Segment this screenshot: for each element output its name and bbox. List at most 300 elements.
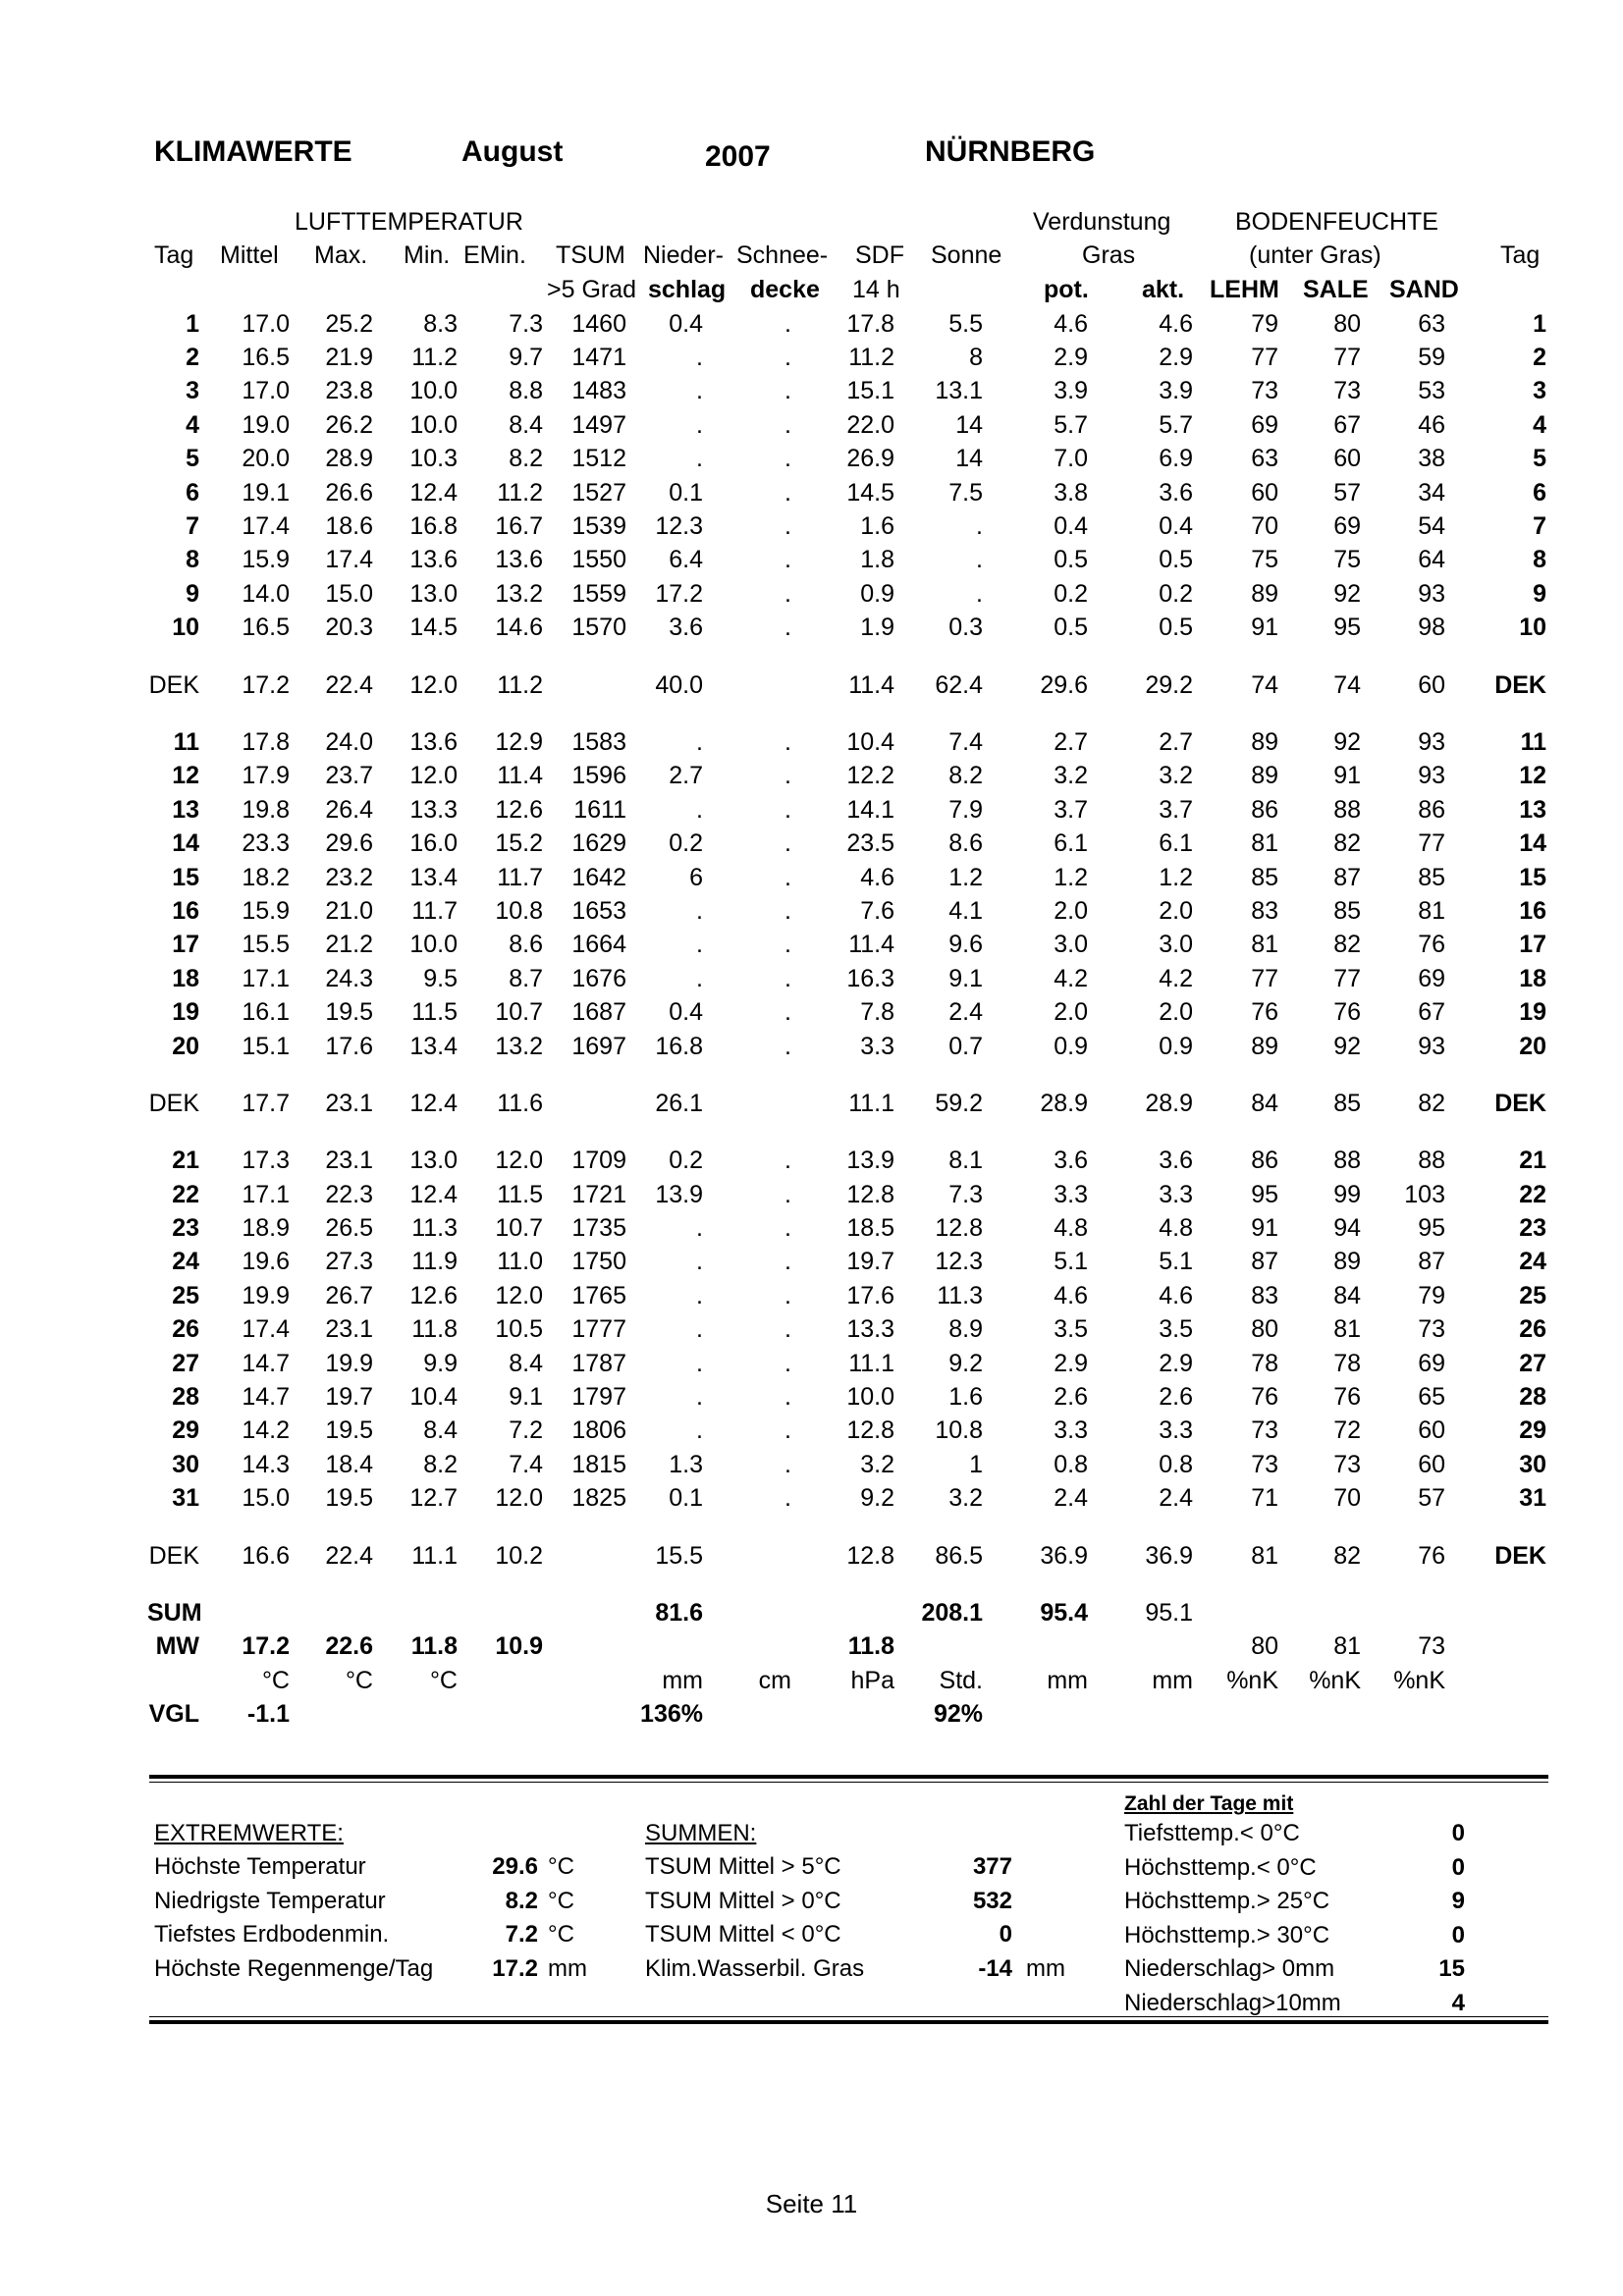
summe-label: Klim.Wasserbil. Gras xyxy=(645,1954,865,1982)
cell-tag-right: 3 xyxy=(1533,377,1546,405)
cell-sale: 75 xyxy=(1333,546,1361,574)
cell-akt: 6.9 xyxy=(1159,445,1193,473)
cell-tag: DEK xyxy=(148,670,199,699)
col-nieder-sub: schlag xyxy=(648,276,727,303)
cell-lehm: 79 xyxy=(1251,309,1278,338)
cell-tag: 6 xyxy=(186,478,199,507)
cell-pot: 3.2 xyxy=(1054,762,1088,790)
cell-pot: 3.6 xyxy=(1054,1147,1088,1175)
cell-sand: 60 xyxy=(1418,1416,1445,1445)
cell-tsum: 1777 xyxy=(571,1315,626,1344)
cell-nied: 0.1 xyxy=(669,478,703,507)
cell-sale: 76 xyxy=(1333,998,1361,1027)
cell-sonne: 8 xyxy=(969,344,983,372)
cell-tag-right: 20 xyxy=(1519,1032,1546,1060)
col-unter-gras: (unter Gras) xyxy=(1249,241,1381,269)
cell-schnee: . xyxy=(784,614,791,642)
cell-sale: 82 xyxy=(1333,829,1361,858)
cell-tag-right: 10 xyxy=(1519,614,1546,642)
cell-max: 26.6 xyxy=(325,478,373,507)
day-row xyxy=(147,1313,1546,1347)
cell-min: 10.0 xyxy=(409,410,458,439)
cell-mittel: 18.2 xyxy=(242,863,290,891)
cell-min: 8.4 xyxy=(423,1416,458,1445)
cell-emin: 7.2 xyxy=(509,1416,543,1445)
cell-min: 13.4 xyxy=(409,1032,458,1060)
cell-schnee: . xyxy=(784,863,791,891)
cell-sdf: 13.3 xyxy=(846,1315,894,1344)
cell-tag-right: 11 xyxy=(1520,727,1546,756)
col-tag: Tag xyxy=(154,241,194,269)
tage-title: Zahl der Tage mit xyxy=(1124,1792,1294,1815)
cell-tag: 27 xyxy=(172,1349,199,1377)
cell-sand: 73 xyxy=(1418,1315,1445,1344)
cell-emin: 13.2 xyxy=(495,579,543,608)
extremwert-value: 8.2 xyxy=(505,1887,538,1914)
cell-emin: 9.7 xyxy=(509,344,543,372)
cell-min: 10.4 xyxy=(409,1383,458,1412)
cell-schnee: . xyxy=(784,829,791,858)
cell-sdf: 12.8 xyxy=(846,1180,894,1208)
cell-sand: 98 xyxy=(1418,614,1445,642)
cell-lehm: 73 xyxy=(1251,1450,1278,1478)
day-row xyxy=(147,1279,1546,1312)
cell-sand: 65 xyxy=(1418,1383,1445,1412)
cell-lehm: 89 xyxy=(1251,579,1278,608)
cell-min: 10.0 xyxy=(409,931,458,959)
cell-tsum: 1559 xyxy=(571,579,626,608)
cell-lehm: 76 xyxy=(1251,998,1278,1027)
cell-tag: 22 xyxy=(172,1180,199,1208)
cell-nied: 2.7 xyxy=(669,762,703,790)
cell-min: 8.2 xyxy=(423,1450,458,1478)
extremwert-unit: °C xyxy=(548,1853,574,1880)
cell-sdf: 12.2 xyxy=(846,762,894,790)
mw-min: 11.8 xyxy=(410,1632,458,1661)
cell-tag-right: 29 xyxy=(1519,1416,1546,1445)
cell-max: 22.4 xyxy=(325,1541,373,1570)
cell-sale: 82 xyxy=(1333,931,1361,959)
cell-pot: 2.9 xyxy=(1054,1349,1088,1377)
day-row xyxy=(147,1482,1546,1516)
cell-tag-right: 2 xyxy=(1533,344,1546,372)
cell-sdf: 11.1 xyxy=(848,1089,894,1117)
cell-schnee: . xyxy=(784,964,791,992)
cell-tag: 25 xyxy=(172,1281,199,1309)
cell-sale: 73 xyxy=(1333,377,1361,405)
extremwert-label: Niedrigste Temperatur xyxy=(154,1887,386,1914)
cell-max: 23.2 xyxy=(325,863,373,891)
extremwert-label: Höchste Temperatur xyxy=(154,1853,366,1880)
cell-sdf: 22.0 xyxy=(846,410,894,439)
cell-tag-right: 27 xyxy=(1519,1349,1546,1377)
cell-schnee: . xyxy=(784,1484,791,1513)
cell-akt: 2.9 xyxy=(1159,344,1193,372)
cell-min: 11.5 xyxy=(411,998,458,1027)
col-schnee: Schnee- xyxy=(736,241,829,269)
cell-pot: 4.2 xyxy=(1054,964,1088,992)
cell-sonne: 7.3 xyxy=(948,1180,983,1208)
day-row xyxy=(147,962,1546,995)
cell-max: 29.6 xyxy=(325,829,373,858)
unit-max: °C xyxy=(345,1666,373,1694)
cell-tsum: 1629 xyxy=(571,829,626,858)
cell-mittel: 14.3 xyxy=(242,1450,290,1478)
cell-tsum: 1735 xyxy=(571,1214,626,1243)
cell-tsum: 1527 xyxy=(571,478,626,507)
group-verdunstung: Verdunstung xyxy=(1033,208,1171,236)
dekade-row xyxy=(147,1087,1546,1120)
cell-lehm: 73 xyxy=(1251,1416,1278,1445)
cell-sdf: 3.2 xyxy=(860,1450,894,1478)
cell-emin: 10.8 xyxy=(495,896,543,925)
cell-emin: 12.0 xyxy=(495,1484,543,1513)
cell-emin: 13.2 xyxy=(495,1032,543,1060)
cell-emin: 10.2 xyxy=(495,1541,543,1570)
vgl-nied: 136% xyxy=(640,1700,703,1729)
cell-mittel: 19.6 xyxy=(242,1248,290,1276)
col-mittel: Mittel xyxy=(220,241,279,269)
cell-min: 10.0 xyxy=(409,377,458,405)
cell-emin: 11.6 xyxy=(497,1089,543,1117)
cell-sdf: 7.8 xyxy=(860,998,894,1027)
cell-nied: 0.1 xyxy=(669,1484,703,1513)
cell-max: 15.0 xyxy=(325,579,373,608)
cell-sand: 87 xyxy=(1418,1248,1445,1276)
cell-akt: 5.1 xyxy=(1159,1248,1193,1276)
cell-sale: 95 xyxy=(1333,614,1361,642)
cell-lehm: 81 xyxy=(1251,829,1278,858)
cell-sand: 82 xyxy=(1418,1089,1445,1117)
cell-sonne: 1.2 xyxy=(948,863,983,891)
cell-schnee: . xyxy=(784,512,791,541)
cell-min: 11.8 xyxy=(411,1315,458,1344)
cell-tag-right: DEK xyxy=(1494,1089,1546,1117)
cell-lehm: 78 xyxy=(1251,1349,1278,1377)
cell-tag-right: 6 xyxy=(1533,478,1546,507)
mw-mittel: 17.2 xyxy=(242,1632,290,1661)
cell-tag: 19 xyxy=(172,998,199,1027)
extremwert-unit: mm xyxy=(548,1954,587,1982)
cell-lehm: 91 xyxy=(1251,614,1278,642)
cell-akt: 2.6 xyxy=(1159,1383,1193,1412)
cell-tag: 29 xyxy=(172,1416,199,1445)
cell-tag: DEK xyxy=(148,1089,199,1117)
cell-sdf: 0.9 xyxy=(860,579,894,608)
col-min: Min. xyxy=(404,241,451,269)
cell-akt: 0.5 xyxy=(1159,546,1193,574)
cell-lehm: 83 xyxy=(1251,1281,1278,1309)
cell-min: 16.0 xyxy=(409,829,458,858)
cell-tag: 14 xyxy=(172,829,199,858)
unit-schnee: cm xyxy=(758,1666,791,1694)
unit-sonne: Std. xyxy=(939,1666,983,1694)
group-lufttemperatur: LUFTTEMPERATUR xyxy=(295,208,523,236)
cell-pot: 28.9 xyxy=(1040,1089,1088,1117)
cell-akt: 2.7 xyxy=(1159,727,1193,756)
cell-nied: 1.3 xyxy=(669,1450,703,1478)
cell-nied: 12.3 xyxy=(655,512,703,541)
cell-min: 12.0 xyxy=(409,670,458,699)
day-row xyxy=(147,1415,1546,1448)
day-row xyxy=(147,929,1546,962)
cell-sale: 92 xyxy=(1333,1032,1361,1060)
cell-sale: 88 xyxy=(1333,795,1361,824)
cell-sonne: 7.5 xyxy=(948,478,983,507)
cell-sale: 60 xyxy=(1333,445,1361,473)
cell-tsum: 1570 xyxy=(571,614,626,642)
cell-sdf: 18.5 xyxy=(846,1214,894,1243)
cell-nied: 0.4 xyxy=(669,998,703,1027)
cell-pot: 2.0 xyxy=(1054,896,1088,925)
extremwert-value: 17.2 xyxy=(492,1954,538,1982)
cell-schnee: . xyxy=(784,1214,791,1243)
cell-sdf: 10.0 xyxy=(846,1383,894,1412)
day-row xyxy=(147,476,1546,509)
cell-sdf: 1.9 xyxy=(860,614,894,642)
mw-label: MW xyxy=(155,1632,199,1661)
cell-pot: 0.9 xyxy=(1054,1032,1088,1060)
cell-tsum: 1797 xyxy=(571,1383,626,1412)
cell-nied: . xyxy=(696,727,703,756)
cell-schnee: . xyxy=(784,1248,791,1276)
cell-tag-right: 22 xyxy=(1519,1180,1546,1208)
cell-tag-right: 21 xyxy=(1519,1147,1546,1175)
cell-nied: 0.2 xyxy=(669,1147,703,1175)
cell-mittel: 19.8 xyxy=(242,795,290,824)
cell-tsum: 1653 xyxy=(571,896,626,925)
cell-sale: 87 xyxy=(1333,863,1361,891)
cell-tsum: 1676 xyxy=(571,964,626,992)
cell-sonne: . xyxy=(976,579,983,608)
cell-sdf: 17.8 xyxy=(846,309,894,338)
cell-tag-right: 30 xyxy=(1519,1450,1546,1478)
day-row xyxy=(147,995,1546,1029)
summe-value: -14 xyxy=(978,1954,1012,1982)
cell-tag: 4 xyxy=(186,410,199,439)
cell-tag-right: 23 xyxy=(1519,1214,1546,1243)
tage-value: 0 xyxy=(1451,1853,1465,1881)
cell-pot: 2.7 xyxy=(1054,727,1088,756)
cell-pot: 5.7 xyxy=(1054,410,1088,439)
cell-akt: 29.2 xyxy=(1145,670,1193,699)
cell-tsum: 1460 xyxy=(571,309,626,338)
cell-lehm: 69 xyxy=(1251,410,1278,439)
cell-akt: 3.6 xyxy=(1159,1147,1193,1175)
cell-sonne: 9.6 xyxy=(948,931,983,959)
cell-tsum: 1512 xyxy=(571,445,626,473)
cell-sonne: 86.5 xyxy=(935,1541,983,1570)
cell-tag: 12 xyxy=(172,762,199,790)
cell-akt: 3.2 xyxy=(1159,762,1193,790)
cell-max: 19.9 xyxy=(325,1349,373,1377)
cell-schnee: . xyxy=(784,1281,791,1309)
cell-emin: 11.5 xyxy=(497,1180,543,1208)
cell-sonne: 7.9 xyxy=(948,795,983,824)
cell-mittel: 15.0 xyxy=(242,1484,290,1513)
cell-mittel: 17.4 xyxy=(242,512,290,541)
cell-max: 23.7 xyxy=(325,762,373,790)
cell-tag-right: 13 xyxy=(1519,795,1546,824)
cell-min: 13.3 xyxy=(409,795,458,824)
cell-nied: 15.5 xyxy=(655,1541,703,1570)
cell-sale: 92 xyxy=(1333,727,1361,756)
tage-label: Höchsttemp.> 25°C xyxy=(1124,1888,1330,1914)
cell-sale: 89 xyxy=(1333,1248,1361,1276)
divider-bottom-thin xyxy=(149,2016,1548,2017)
cell-mittel: 14.2 xyxy=(242,1416,290,1445)
cell-sand: 93 xyxy=(1418,1032,1445,1060)
cell-tag-right: 4 xyxy=(1533,410,1546,439)
cell-schnee xyxy=(703,1539,791,1573)
mw-emin: 10.9 xyxy=(495,1632,543,1661)
cell-sonne: 12.8 xyxy=(935,1214,983,1243)
extremwert-value: 7.2 xyxy=(505,1921,538,1948)
summe-value: 377 xyxy=(972,1853,1012,1880)
cell-pot: 3.0 xyxy=(1054,931,1088,959)
cell-min: 8.3 xyxy=(423,309,458,338)
cell-pot: 0.4 xyxy=(1054,512,1088,541)
cell-sonne: 13.1 xyxy=(935,377,983,405)
cell-min: 13.0 xyxy=(409,1147,458,1175)
mw-row xyxy=(147,1630,1546,1664)
cell-min: 13.6 xyxy=(409,546,458,574)
cell-sale: 81 xyxy=(1333,1315,1361,1344)
cell-tsum: 1611 xyxy=(573,795,626,824)
cell-max: 26.7 xyxy=(325,1281,373,1309)
cell-lehm: 77 xyxy=(1251,964,1278,992)
cell-max: 28.9 xyxy=(325,445,373,473)
day-row xyxy=(147,1145,1546,1178)
cell-emin: 15.2 xyxy=(495,829,543,858)
page-title: KLIMAWERTE xyxy=(154,135,352,168)
cell-tsum: 1642 xyxy=(571,863,626,891)
day-row xyxy=(147,1380,1546,1414)
cell-max: 24.3 xyxy=(325,964,373,992)
cell-mittel: 17.8 xyxy=(242,727,290,756)
cell-sdf: 14.5 xyxy=(846,478,894,507)
cell-sonne: 2.4 xyxy=(948,998,983,1027)
cell-tag: 30 xyxy=(172,1450,199,1478)
unit-sale: %nK xyxy=(1309,1666,1361,1694)
cell-sand: 60 xyxy=(1418,670,1445,699)
cell-mittel: 17.1 xyxy=(242,964,290,992)
cell-tsum: 1825 xyxy=(571,1484,626,1513)
cell-min: 13.4 xyxy=(409,863,458,891)
col-sdf-sub: 14 h xyxy=(852,276,900,303)
cell-sand: 69 xyxy=(1418,964,1445,992)
cell-tag-right: 12 xyxy=(1519,762,1546,790)
cell-sale: 70 xyxy=(1333,1484,1361,1513)
cell-sale: 77 xyxy=(1333,964,1361,992)
cell-lehm: 95 xyxy=(1251,1180,1278,1208)
cell-akt: 5.7 xyxy=(1159,410,1193,439)
cell-schnee: . xyxy=(784,309,791,338)
divider-top-thin xyxy=(149,1782,1548,1783)
cell-min: 12.4 xyxy=(409,1089,458,1117)
cell-nied: . xyxy=(696,1214,703,1243)
cell-sand: 93 xyxy=(1418,579,1445,608)
cell-akt: 0.9 xyxy=(1159,1032,1193,1060)
cell-akt: 28.9 xyxy=(1145,1089,1193,1117)
cell-max: 19.5 xyxy=(325,998,373,1027)
cell-pot: 0.5 xyxy=(1054,546,1088,574)
cell-tsum: 1806 xyxy=(571,1416,626,1445)
extremwert-label: Tiefstes Erdbodenmin. xyxy=(154,1921,390,1948)
cell-max: 21.0 xyxy=(325,896,373,925)
cell-tag: 1 xyxy=(186,309,199,338)
cell-pot: 2.6 xyxy=(1054,1383,1088,1412)
cell-pot: 0.8 xyxy=(1054,1450,1088,1478)
cell-emin: 12.0 xyxy=(495,1281,543,1309)
cell-pot: 4.8 xyxy=(1054,1214,1088,1243)
cell-mittel: 16.5 xyxy=(242,344,290,372)
cell-mittel: 16.1 xyxy=(242,998,290,1027)
cell-schnee: . xyxy=(784,1383,791,1412)
col-sdf: SDF xyxy=(855,241,904,269)
cell-sand: 86 xyxy=(1418,795,1445,824)
cell-sdf: 9.2 xyxy=(860,1484,894,1513)
cell-nied: . xyxy=(696,1315,703,1344)
group-bodenfeuchte: BODENFEUCHTE xyxy=(1235,208,1438,236)
tage-value: 15 xyxy=(1438,1955,1465,1982)
cell-akt: 3.3 xyxy=(1159,1416,1193,1445)
cell-tag-right: 7 xyxy=(1533,512,1546,541)
cell-sand: 76 xyxy=(1418,1541,1445,1570)
col-sonne: Sonne xyxy=(931,241,1002,269)
cell-tag-right: 19 xyxy=(1519,998,1546,1027)
cell-sdf: 11.2 xyxy=(848,344,894,372)
summe-label: TSUM Mittel > 0°C xyxy=(645,1887,841,1914)
cell-sonne: 14 xyxy=(955,445,983,473)
cell-lehm: 81 xyxy=(1251,1541,1278,1570)
cell-akt: 0.8 xyxy=(1159,1450,1193,1478)
cell-sale: 94 xyxy=(1333,1214,1361,1243)
cell-tsum: 1539 xyxy=(571,512,626,541)
cell-schnee: . xyxy=(784,445,791,473)
col-schnee-sub: decke xyxy=(750,276,820,303)
cell-mittel: 15.9 xyxy=(242,896,290,925)
cell-nied: 16.8 xyxy=(655,1032,703,1060)
cell-sale: 67 xyxy=(1333,410,1361,439)
cell-lehm: 75 xyxy=(1251,546,1278,574)
cell-tag-right: DEK xyxy=(1494,670,1546,699)
cell-akt: 3.7 xyxy=(1159,795,1193,824)
cell-mittel: 19.9 xyxy=(242,1281,290,1309)
cell-tag-right: 8 xyxy=(1533,546,1546,574)
cell-min: 9.9 xyxy=(423,1349,458,1377)
cell-min: 11.2 xyxy=(411,344,458,372)
cell-lehm: 74 xyxy=(1251,670,1278,699)
cell-tag: 9 xyxy=(186,579,199,608)
cell-tag: DEK xyxy=(148,1541,199,1570)
month-label: August xyxy=(461,135,564,168)
cell-nied: . xyxy=(696,377,703,405)
col-emin: EMin. xyxy=(463,241,526,269)
col-sale: SALE xyxy=(1303,276,1369,303)
day-row xyxy=(147,725,1546,759)
cell-pot: 2.4 xyxy=(1054,1484,1088,1513)
cell-max: 19.5 xyxy=(325,1484,373,1513)
cell-mittel: 17.7 xyxy=(242,1089,290,1117)
cell-sdf: 3.3 xyxy=(860,1032,894,1060)
cell-max: 23.1 xyxy=(325,1147,373,1175)
cell-sonne: 0.7 xyxy=(948,1032,983,1060)
cell-nied: . xyxy=(696,1349,703,1377)
cell-sonne: 9.1 xyxy=(948,964,983,992)
cell-emin: 8.2 xyxy=(509,445,543,473)
cell-sale: 73 xyxy=(1333,1450,1361,1478)
